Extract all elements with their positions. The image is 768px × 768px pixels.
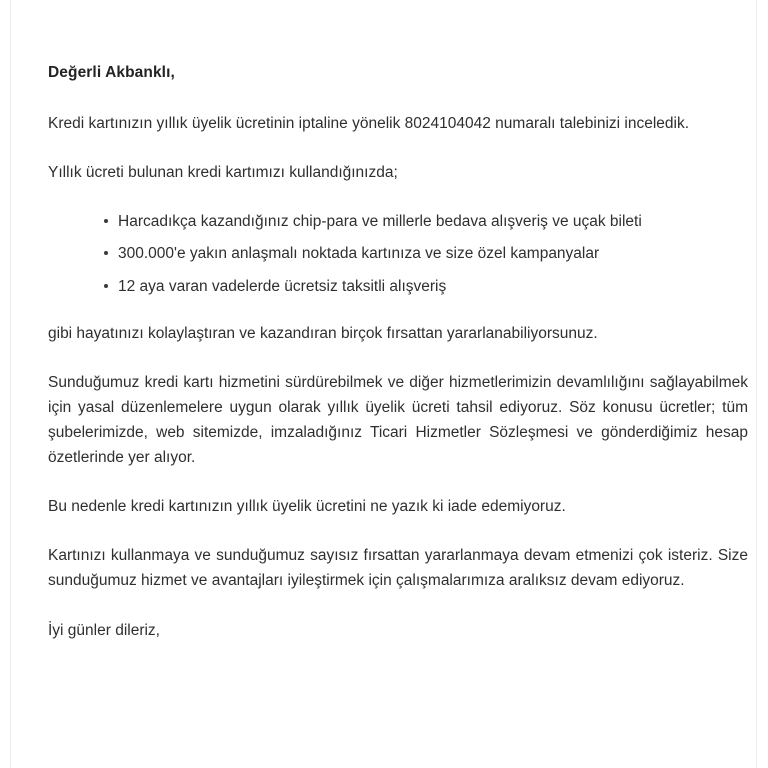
paragraph-after-list: gibi hayatınızı kolaylaştıran ve kazandıran birçok fırsattan yararlanabiliyorsunuz. (48, 324, 598, 342)
letter-greeting: Değerli Akbanklı, (48, 64, 175, 81)
page-right-rule (756, 0, 757, 768)
paragraph-benefits-lead-in: Yıllık ücreti bulunan kredi kartımızı kullandığınızda; (48, 164, 398, 182)
list-item: 300.000'e yakın anlaşmalı noktada kartınıza ve size özel kampanyalar (104, 241, 748, 266)
letter-closing: İyi günler dileriz, (48, 621, 160, 639)
list-item: 12 aya varan vadelerde ücretsiz taksitli alışveriş (104, 274, 748, 299)
paragraph-explanation: Sunduğumuz kredi kartı hizmetini sürdürebilmek ve diğer hizmetlerimizin devamlılığını sağlayabilmek için yasal düzenlemelere uygun olarak yıllık üyelik ücreti tahsil ediyoruz. Söz konusu ücretler; tüm şubelerimizde, web sitemizde, imzaladığınız Ticari Hizmetler Sözleşmesi ve gönderdiğimiz hesap özetlerinde yer alıyor. (48, 373, 748, 467)
paragraph-invitation: Kartınızı kullanmaya ve sunduğumuz sayısız fırsattan yararlanmaya devam etmenizi çok isteriz. Size sunduğumuz hizmet ve avantajları iyileştirmek için çalışmalarımıza aralıksız devam ediyoruz. (48, 547, 748, 590)
page-left-rule (10, 0, 11, 768)
letter-body (48, 60, 748, 643)
paragraph-intro: Kredi kartınızın yıllık üyelik ücretinin iptaline yönelik 8024104042 numaralı talebinizi inceledik. (48, 115, 690, 133)
paragraph-decision: Bu nedenle kredi kartınızın yıllık üyelik ücretini ne yazık ki iade edemiyoruz. (48, 498, 566, 516)
benefits-list (48, 209, 748, 298)
list-item: Harcadıkça kazandığınız chip-para ve millerle bedava alışveriş ve uçak bileti (104, 209, 748, 234)
